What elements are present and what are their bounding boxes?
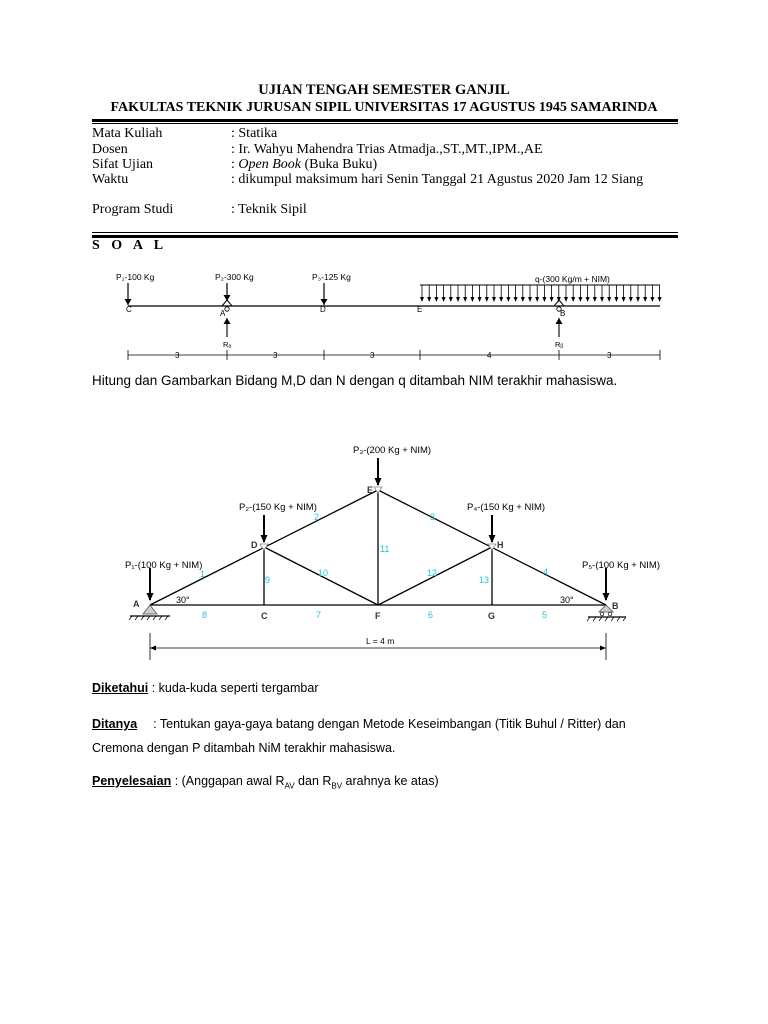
truss-load-p3 <box>375 458 382 486</box>
udl-arrowhead <box>449 297 453 302</box>
reaction-arrow-a <box>224 318 231 337</box>
program-studi-label: Program Studi <box>92 202 174 217</box>
udl-arrowhead <box>427 297 431 302</box>
penyelesaian-text-2: dan R <box>294 774 332 788</box>
penyelesaian-line <box>92 774 439 791</box>
point-load-p1 <box>125 283 132 305</box>
reaction-label-b: Rᵦ <box>555 340 564 349</box>
udl-arrowhead <box>492 297 496 302</box>
udl-arrowhead <box>650 297 654 302</box>
udl-arrowhead <box>506 297 510 302</box>
udl-arrowhead <box>593 297 597 302</box>
dosen-value: : Ir. Wahyu Mahendra Trias Atmadja.,ST.,MT.,IPM.,AE <box>231 142 543 157</box>
soal-heading: S O A L <box>92 238 168 253</box>
udl-arrowhead <box>600 297 604 302</box>
udl-arrowhead <box>499 297 503 302</box>
member-label-9: 9 <box>265 575 271 585</box>
faculty-title: FAKULTAS TEKNIK JURUSAN SIPIL UNIVERSITAS 17 AGUSTUS 1945 SAMARINDA <box>110 100 658 115</box>
truss-node-e: E <box>367 485 374 495</box>
udl-arrowhead <box>485 297 489 302</box>
distributed-load <box>420 285 662 302</box>
truss-load-label-p5: P₅-(100 Kg + NIM) <box>582 560 661 571</box>
diketahui-label: Diketahui <box>92 681 149 695</box>
load-label-p3: P₃-125 Kg <box>312 272 351 282</box>
truss-diagram <box>0 438 768 668</box>
exam-info <box>0 126 768 221</box>
mata-kuliah-label: Mata Kuliah <box>92 126 163 141</box>
waktu-value: : dikumpul maksimum hari Senin Tanggal 21 Agustus 2020 Jam 12 Siang <box>231 172 644 187</box>
angle-label-right: 30° <box>560 595 574 605</box>
udl-arrowhead <box>629 297 633 302</box>
udl-arrowhead <box>478 297 482 302</box>
node-label-c: C <box>126 305 132 314</box>
truss-load-label-p3: P₃-(200 Kg + NIM) <box>353 445 432 456</box>
node-label-a: A <box>220 309 226 318</box>
truss-load-p5 <box>603 568 610 601</box>
span-label-2: 3 <box>273 351 278 360</box>
member-label-1: 1 <box>200 569 206 579</box>
info-rule-thick <box>92 235 678 238</box>
mata-kuliah-value: : Statika <box>231 126 278 141</box>
member-label-5: 5 <box>542 610 548 620</box>
truss-node-g: G <box>488 611 496 621</box>
exam-title: UJIAN TENGAH SEMESTER GANJIL <box>258 82 510 98</box>
load-label-p1: P₁-100 Kg <box>116 272 155 282</box>
udl-arrowhead <box>586 297 590 302</box>
member-label-2: 2 <box>314 512 320 522</box>
udl-arrowhead <box>470 297 474 302</box>
truss-node-f: F <box>375 611 381 621</box>
node-label-b: B <box>560 309 566 318</box>
ditanya-line <box>92 717 678 731</box>
point-load-p2 <box>224 283 231 301</box>
angle-label-left: 30° <box>176 595 190 605</box>
diketahui-line <box>92 681 319 695</box>
info-rule-thin <box>92 232 678 233</box>
span-label-1: 3 <box>175 351 180 360</box>
penyelesaian-sub-bv: BV <box>331 781 343 791</box>
udl-arrowhead <box>658 297 662 302</box>
span-label-5: 3 <box>607 351 612 360</box>
udl-arrowhead <box>578 297 582 302</box>
truss-node-d: D <box>251 540 258 550</box>
penyelesaian-text-1: : (Anggapan awal R <box>171 774 285 788</box>
member-label-3: 3 <box>430 512 436 522</box>
truss-load-label-p2: P₂-(150 Kg + NIM) <box>239 502 317 513</box>
udl-arrowhead <box>514 297 518 302</box>
udl-arrowhead <box>571 297 575 302</box>
program-studi-value: : Teknik Sipil <box>231 202 307 217</box>
truss-node-labels <box>133 485 619 621</box>
ditanya-text: : Tentukan gaya-gaya batang dengan Metode Keseimbangan (Titik Buhul / Ritter) dan <box>153 717 626 731</box>
udl-arrowhead <box>434 297 438 302</box>
truss-load-label-p4: P₄-(150 Kg + NIM) <box>467 502 546 513</box>
span-label-4: 4 <box>487 351 492 360</box>
member-label-6: 6 <box>428 610 434 620</box>
penyelesaian-label: Penyelesaian <box>92 774 172 788</box>
udl-arrowhead <box>528 297 532 302</box>
truss-member-labels <box>200 512 548 620</box>
udl-arrowhead <box>614 297 618 302</box>
sifat-ujian-label: Sifat Ujian <box>92 157 154 172</box>
udl-arrowhead <box>456 297 460 302</box>
truss-load-p4 <box>489 515 496 543</box>
truss-node-b: B <box>612 601 619 611</box>
member-label-7: 7 <box>316 610 322 620</box>
udl-arrowhead <box>521 297 525 302</box>
reaction-label-a: Rₐ <box>223 340 232 349</box>
length-label: L = 4 m <box>366 636 395 646</box>
penyelesaian-text-3: arahnya ke atas) <box>342 774 439 788</box>
distributed-load-label: q-(300 Kg/m + NIM) <box>535 274 610 284</box>
reaction-arrow-b <box>556 318 563 337</box>
truss-node-c: C <box>261 611 268 621</box>
udl-arrowhead <box>420 297 424 302</box>
truss-load-p1 <box>147 568 154 601</box>
udl-arrowhead <box>542 297 546 302</box>
udl-arrowhead <box>607 297 611 302</box>
member-label-12: 12 <box>427 568 438 578</box>
span-label-3: 3 <box>370 351 375 360</box>
udl-arrowhead <box>442 297 446 302</box>
waktu-label: Waktu <box>92 172 129 187</box>
udl-arrowhead <box>636 297 640 302</box>
penyelesaian-sub-av: AV <box>284 781 295 791</box>
truss-load-p2 <box>261 515 268 543</box>
ditanya-line-2: Cremona dengan P ditambah NiM terakhir mahasiswa. <box>92 741 396 755</box>
udl-arrowhead <box>622 297 626 302</box>
member-label-10: 10 <box>318 568 329 578</box>
truss-load-label-p1: P₁-(100 Kg + NIM) <box>125 560 203 571</box>
node-label-d: D <box>320 305 326 314</box>
udl-arrowhead <box>564 297 568 302</box>
member-label-11: 11 <box>380 544 390 554</box>
sifat-ujian-value: : Open Book (Buka Buku) <box>231 157 378 172</box>
point-load-p3 <box>321 283 328 305</box>
ditanya-label: Ditanya <box>92 717 138 731</box>
header-rule-top-thin <box>92 123 678 124</box>
question-1: Hitung dan Gambarkan Bidang M,D dan N dengan q ditambah NIM terakhir mahasiswa. <box>92 373 618 388</box>
udl-arrowhead <box>535 297 539 302</box>
header-rule-top <box>92 119 678 122</box>
udl-arrowhead <box>643 297 647 302</box>
member-label-13: 13 <box>479 575 490 585</box>
truss-node-a: A <box>133 599 140 609</box>
udl-arrowhead <box>463 297 467 302</box>
truss-support-b-icon <box>587 605 626 621</box>
load-label-p2: P₂-300 Kg <box>215 272 254 282</box>
dosen-label: Dosen <box>92 142 128 157</box>
member-label-8: 8 <box>202 610 208 620</box>
member-label-4: 4 <box>543 567 549 577</box>
truss-node-h: H <box>497 540 504 550</box>
node-label-e: E <box>417 305 423 314</box>
beam-diagram <box>0 255 768 370</box>
udl-arrowhead <box>550 297 554 302</box>
diketahui-text: : kuda-kuda seperti tergambar <box>148 681 319 695</box>
